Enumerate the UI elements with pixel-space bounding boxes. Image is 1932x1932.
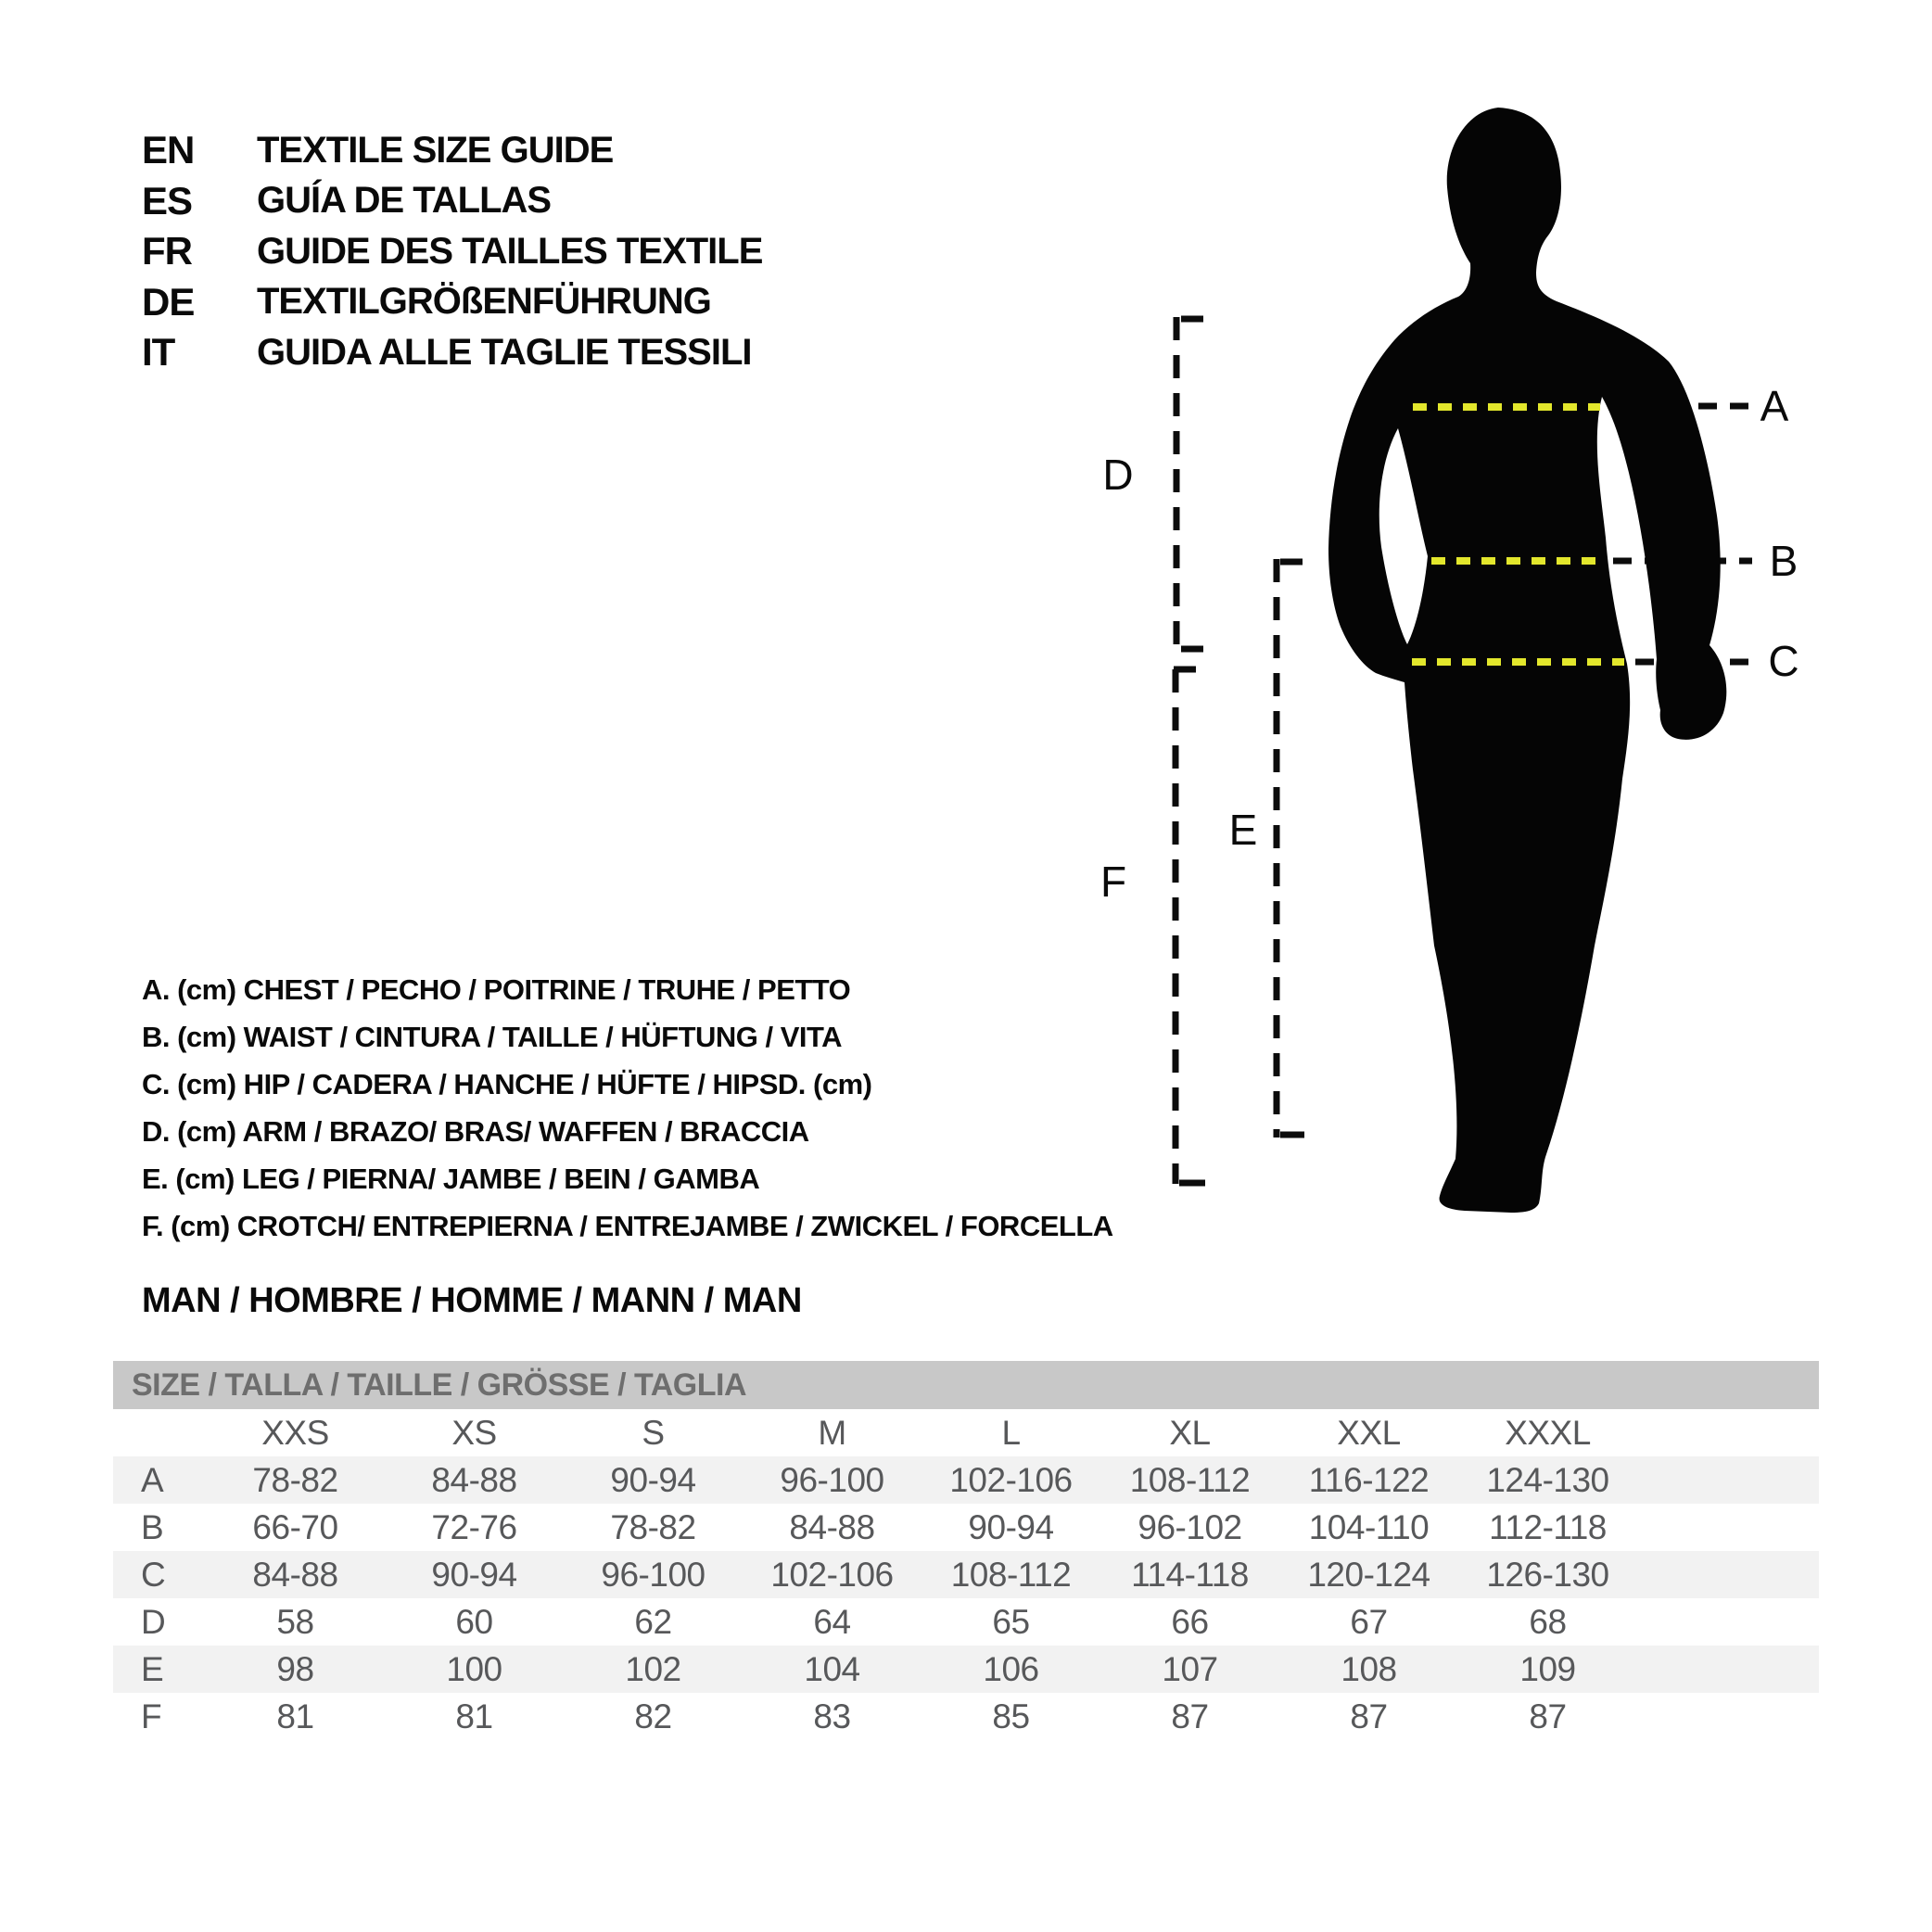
cell-value: 112-118 — [1489, 1507, 1607, 1546]
size-table — [113, 1361, 1819, 1740]
cell-value: 62 — [634, 1602, 672, 1641]
row-label: D — [141, 1602, 166, 1641]
legend-chest: A. (cm) CHEST / PECHO / POITRINE / TRUHE / PETTO — [142, 972, 851, 1006]
lang-title-en: TEXTILE SIZE GUIDE — [257, 129, 614, 171]
cell-value: 84-88 — [431, 1460, 517, 1499]
gender-line: MAN / HOMBRE / HOMME / MANN / MAN — [142, 1281, 802, 1320]
table-row-crotch — [113, 1693, 1819, 1740]
cell-value: 107 — [1162, 1649, 1218, 1688]
table-row-leg — [113, 1646, 1819, 1693]
cell-value: 58 — [276, 1602, 314, 1641]
cell-value: 90-94 — [431, 1555, 517, 1594]
lang-title-it: GUIDA ALLE TAGLIE TESSILI — [257, 331, 752, 373]
cell-value: 65 — [992, 1602, 1030, 1641]
measure-label-leg: E — [1228, 806, 1258, 854]
cell-value: 124-130 — [1486, 1460, 1609, 1499]
size-table-title-bar — [113, 1361, 1819, 1409]
measure-label-crotch: F — [1099, 858, 1127, 906]
cell-value: 82 — [634, 1697, 672, 1735]
row-label: B — [141, 1507, 164, 1546]
size-header-m: M — [818, 1413, 846, 1452]
cell-value: 87 — [1171, 1697, 1209, 1735]
cell-value: 78-82 — [610, 1507, 696, 1546]
row-label: C — [141, 1555, 166, 1594]
cell-value: 96-100 — [601, 1555, 705, 1594]
measure-label-waist: B — [1769, 537, 1799, 585]
cell-value: 126-130 — [1486, 1555, 1609, 1594]
cell-value: 85 — [992, 1697, 1030, 1735]
cell-value: 106 — [983, 1649, 1039, 1688]
lang-code-it: IT — [142, 330, 175, 375]
measure-label-arm: D — [1102, 451, 1134, 499]
legend-crotch: F. (cm) CROTCH/ ENTREPIERNA / ENTREJAMBE / ZWICKEL / FORCELLA — [142, 1209, 1113, 1242]
cell-value: 114-118 — [1131, 1555, 1249, 1594]
cell-value: 78-82 — [252, 1460, 338, 1499]
table-row-arm — [113, 1598, 1819, 1646]
cell-value: 66-70 — [252, 1507, 338, 1546]
cell-value: 104-110 — [1308, 1507, 1430, 1546]
lang-code-de: DE — [142, 279, 195, 324]
size-header-xs: XS — [451, 1413, 497, 1452]
cell-value: 81 — [455, 1697, 493, 1735]
cell-value: 87 — [1350, 1697, 1388, 1735]
legend-arm: D. (cm) ARM / BRAZO/ BRAS/ WAFFEN / BRACCIA — [142, 1114, 809, 1148]
lang-title-fr: GUIDE DES TAILLES TEXTILE — [257, 230, 763, 272]
cell-value: 98 — [276, 1649, 314, 1688]
legend-hip: C. (cm) HIP / CADERA / HANCHE / HÜFTE / HIPSD. (cm) — [142, 1067, 872, 1100]
cell-value: 66 — [1171, 1602, 1209, 1641]
cell-value: 72-76 — [431, 1507, 517, 1546]
cell-value: 96-100 — [780, 1460, 884, 1499]
size-header-xxl: XXL — [1337, 1413, 1401, 1452]
cell-value: 90-94 — [968, 1507, 1054, 1546]
cell-value: 60 — [455, 1602, 493, 1641]
cell-value: 84-88 — [789, 1507, 875, 1546]
row-label: A — [141, 1460, 164, 1499]
cell-value: 109 — [1519, 1649, 1576, 1688]
cell-value: 87 — [1529, 1697, 1567, 1735]
row-label: E — [141, 1649, 164, 1688]
cell-value: 100 — [446, 1649, 502, 1688]
size-header-xxs: XXS — [261, 1413, 329, 1452]
cell-value: 104 — [804, 1649, 860, 1688]
table-row-chest — [113, 1456, 1819, 1504]
cell-value: 84-88 — [252, 1555, 338, 1594]
cell-value: 102-106 — [949, 1460, 1073, 1499]
cell-value: 90-94 — [610, 1460, 696, 1499]
cell-value: 108-112 — [950, 1555, 1072, 1594]
size-table-title: SIZE / TALLA / TAILLE / GRÖSSE / TAGLIA — [132, 1366, 747, 1403]
cell-value: 102-106 — [770, 1555, 894, 1594]
cell-value: 96-102 — [1138, 1507, 1242, 1546]
table-row-hip — [113, 1551, 1819, 1598]
lang-title-es: GUÍA DE TALLAS — [257, 180, 552, 222]
size-header-row — [113, 1409, 1819, 1456]
cell-value: 64 — [813, 1602, 851, 1641]
cell-value: 68 — [1529, 1602, 1567, 1641]
measurement-legend — [142, 966, 1113, 1250]
size-header-s: S — [642, 1413, 665, 1452]
cell-value: 67 — [1350, 1602, 1388, 1641]
cell-value: 116-122 — [1308, 1460, 1430, 1499]
cell-value: 108 — [1341, 1649, 1397, 1688]
size-header-xxxl: XXXL — [1505, 1413, 1591, 1452]
cell-value: 81 — [276, 1697, 314, 1735]
man-silhouette — [1328, 108, 1726, 1213]
cell-value: 83 — [813, 1697, 851, 1735]
measure-label-hip: C — [1768, 637, 1799, 685]
lang-code-fr: FR — [142, 229, 192, 273]
table-row-waist — [113, 1504, 1819, 1551]
lang-code-en: EN — [142, 128, 195, 172]
measure-label-chest: A — [1760, 382, 1789, 430]
lang-title-de: TEXTILGRÖßENFÜHRUNG — [257, 281, 711, 323]
size-header-l: L — [1001, 1413, 1021, 1452]
legend-leg: E. (cm) LEG / PIERNA/ JAMBE / BEIN / GAMBA — [142, 1162, 760, 1195]
cell-value: 102 — [625, 1649, 681, 1688]
cell-value: 120-124 — [1307, 1555, 1430, 1594]
legend-waist: B. (cm) WAIST / CINTURA / TAILLE / HÜFTUNG / VITA — [142, 1020, 843, 1053]
lang-code-es: ES — [142, 178, 193, 222]
size-header-xl: XL — [1169, 1413, 1211, 1452]
row-label: F — [141, 1697, 162, 1735]
cell-value: 108-112 — [1129, 1460, 1251, 1499]
